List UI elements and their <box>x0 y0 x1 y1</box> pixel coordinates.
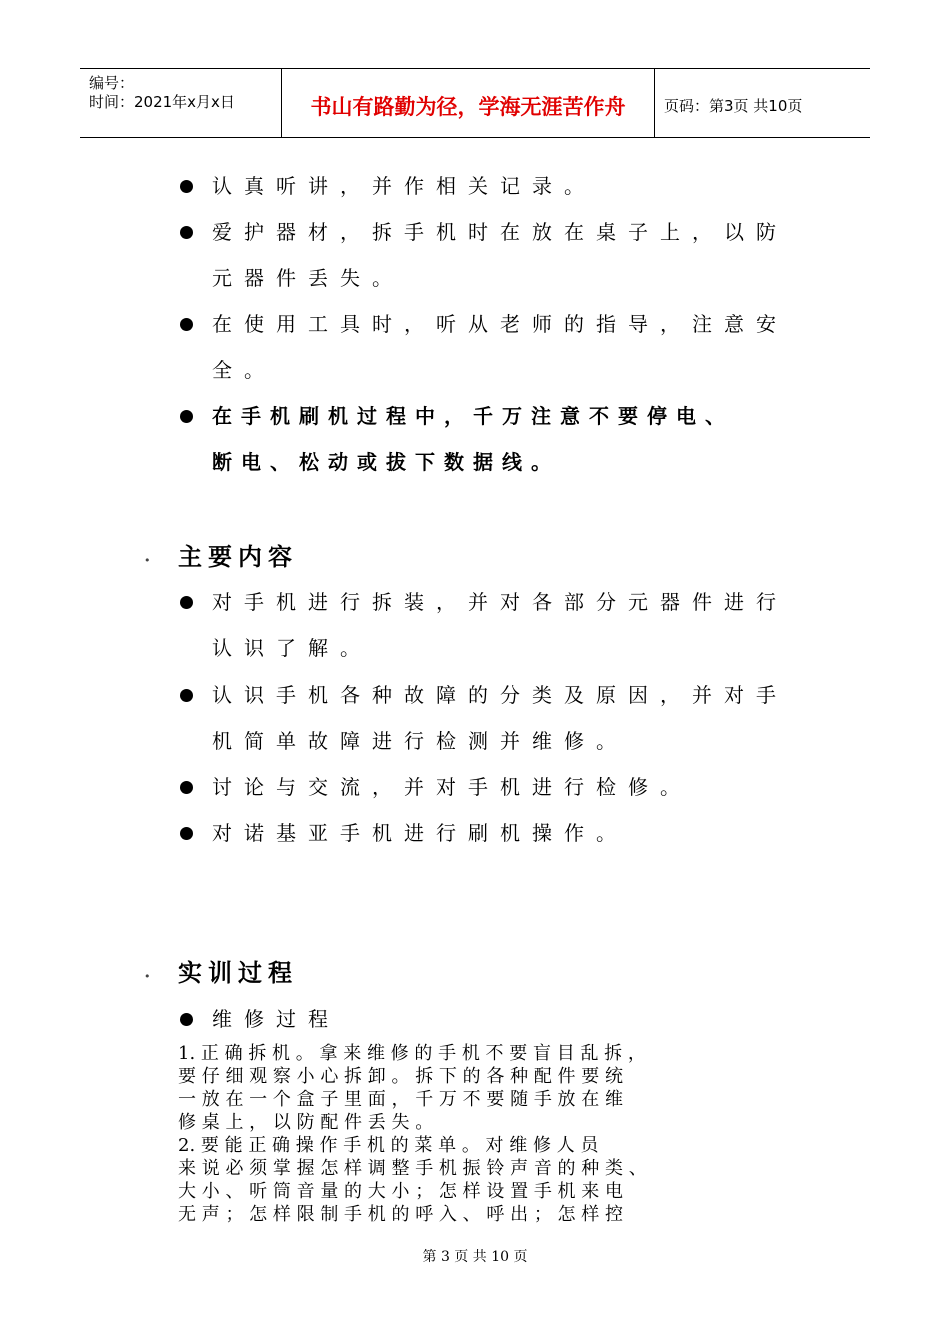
paragraph-line: 来 说 必 须 掌 握 怎 样 调 整 手 机 振 铃 声 音 的 种 类 、 <box>178 1158 647 1179</box>
section-marker-icon: • <box>144 970 151 983</box>
list-item-continuation: 机简单故障进行检测并维修。 <box>212 729 628 753</box>
section-marker-icon: • <box>144 554 151 567</box>
paragraph-line: 一 放 在 一 个 盒 子 里 面 ， 千 万 不 要 随 手 放 在 维 <box>178 1089 623 1110</box>
bullet-dot-icon <box>180 596 193 609</box>
paragraph-line: 要 仔 细 观 察 小 心 拆 卸 。 拆 下 的 各 种 配 件 要 统 <box>178 1066 623 1087</box>
list-item-continuation: 元器件丢失。 <box>212 266 404 290</box>
paragraph-line: 修 桌 上 ， 以 防 配 件 丢 失 。 <box>178 1112 434 1133</box>
bullet-dot-icon <box>180 1013 193 1026</box>
header-page-label: 页码：第3页 共10页 <box>664 97 803 115</box>
paragraph-line: 无 声 ； 怎 样 限 制 手 机 的 呼 入 、 呼 出 ； 怎 样 控 <box>178 1204 623 1225</box>
list-item-warning-continuation: 断电、松动或拔下数据线。 <box>212 450 560 474</box>
doc-number-label: 编号： <box>89 74 135 92</box>
bullet-dot-icon <box>180 318 193 331</box>
bullet-dot-icon <box>180 781 193 794</box>
bullet-dot-icon <box>180 410 193 423</box>
header-info-cell <box>80 69 282 137</box>
bullet-dot-icon <box>180 689 193 702</box>
header-page-cell <box>655 69 870 137</box>
list-item-warning: 在手机刷机过程中，千万注意不要停电、 <box>212 404 734 428</box>
doc-time-label: 时间：2021年x月x日 <box>89 93 235 111</box>
bullet-dot-icon <box>180 180 193 193</box>
list-item: 在使用工具时，听从老师的指导，注意安 <box>212 312 788 336</box>
list-item: 对手机进行拆装，并对各部分元器件进行 <box>212 590 788 614</box>
process-subtitle: 维修过程 <box>212 1007 340 1031</box>
page-footer: 第 3 页 共 10 页 <box>422 1249 528 1265</box>
section-title-main: 主要内容 <box>178 543 298 571</box>
list-item-continuation: 全。 <box>212 358 276 382</box>
list-item: 讨论与交流，并对手机进行检修。 <box>212 775 692 799</box>
list-item-continuation: 认识了解。 <box>212 636 372 660</box>
bullet-dot-icon <box>180 827 193 840</box>
list-item: 认真听讲，并作相关记录。 <box>212 174 596 198</box>
paragraph-line: 大 小 、 听 筒 音 量 的 大 小 ； 怎 样 设 置 手 机 来 电 <box>178 1181 623 1202</box>
header-motto: 书山有路勤为径，学海无涯苦作舟 <box>310 94 626 119</box>
header-motto-cell <box>282 69 655 137</box>
list-item: 对诺基亚手机进行刷机操作。 <box>212 821 628 845</box>
page-header <box>80 68 870 138</box>
paragraph-line: 1. 正 确 拆 机 。 拿 来 维 修 的 手 机 不 要 盲 目 乱 拆 ， <box>178 1043 646 1064</box>
bullet-dot-icon <box>180 226 193 239</box>
section-title-process: 实训过程 <box>178 959 298 987</box>
list-item: 认识手机各种故障的分类及原因，并对手 <box>212 683 788 707</box>
paragraph-line: 2. 要 能 正 确 操 作 手 机 的 菜 单 。 对 维 修 人 员 <box>178 1135 599 1156</box>
list-item: 爱护器材，拆手机时在放在桌子上，以防 <box>212 220 788 244</box>
